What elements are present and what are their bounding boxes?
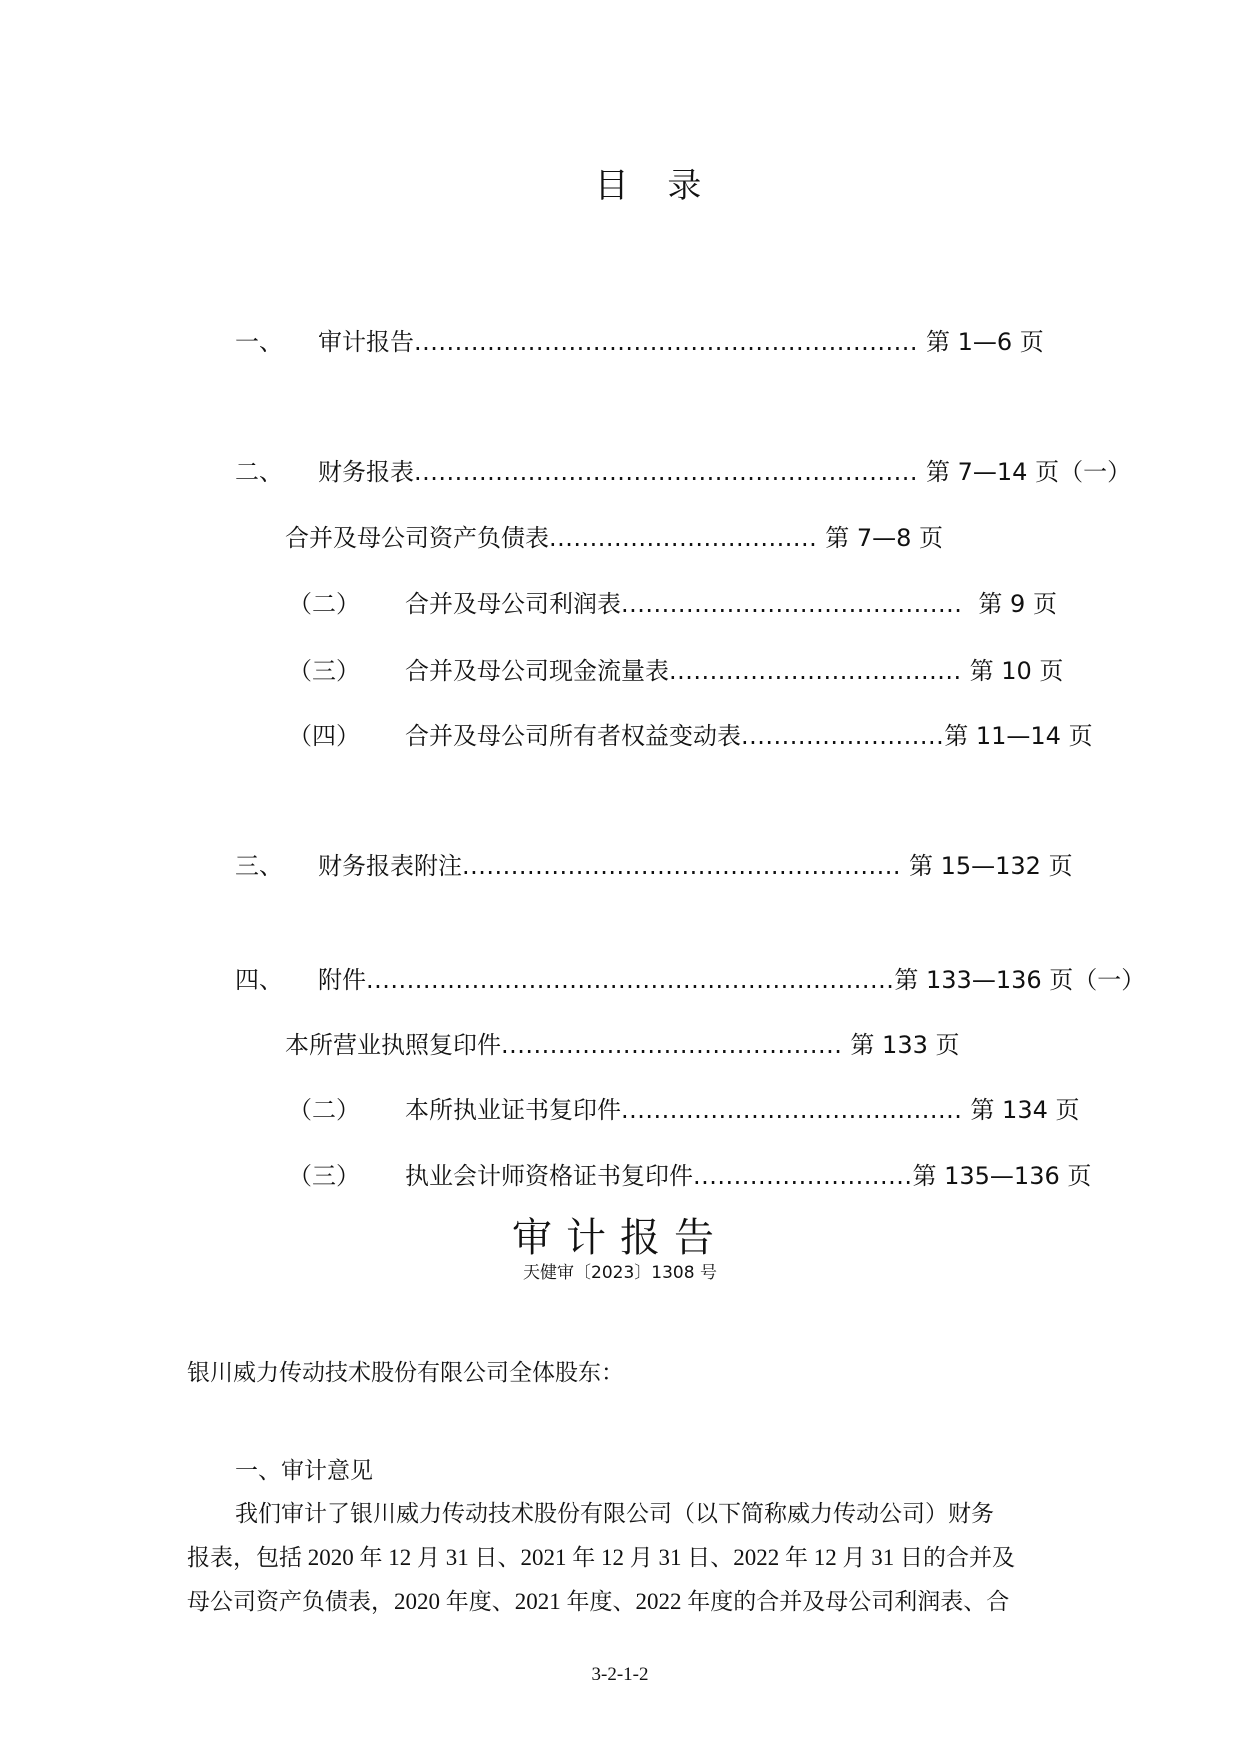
toc-entry-number: （三） xyxy=(288,657,360,685)
toc-entry-number: （二） xyxy=(288,1096,360,1124)
toc-title: 目 录 xyxy=(594,166,716,206)
paragraph-line: 母公司资产负债表，2020 年度、2021 年度、2022 年度的合并及母公司利润表、合 xyxy=(187,1589,1010,1614)
toc-entry-number: （二） xyxy=(288,590,360,618)
paragraph-line: 我们审计了银川威力传动技术股份有限公司（以下简称威力传动公司）财务 xyxy=(235,1501,994,1526)
toc-leader-dots: .......................................... xyxy=(621,590,963,618)
toc-entry-label: 本所执业证书复印件 xyxy=(405,1096,621,1124)
toc-leader-dots: ........................... xyxy=(693,1162,913,1190)
toc-subentry-cpa-certificate xyxy=(288,1156,1091,1190)
toc-entry-page: 第 9 页 xyxy=(978,590,1057,618)
toc-entry-label: 财务报表 xyxy=(318,458,414,486)
toc-entry-number: 一、 xyxy=(235,328,283,356)
toc-subentry-practice-certificate xyxy=(288,1090,1080,1124)
toc-entry-label: 执业会计师资格证书复印件 xyxy=(405,1162,693,1190)
toc-entry-number: （三） xyxy=(288,1162,360,1190)
report-title: 审计报告 xyxy=(512,1215,728,1261)
toc-leader-dots: ......................... xyxy=(741,722,945,750)
toc-entry-notes xyxy=(235,846,1073,880)
toc-entry-page: 第 10 页 xyxy=(969,657,1064,685)
toc-entry-number: 三、 xyxy=(235,852,283,880)
page-number: 3-2-1-2 xyxy=(591,1664,649,1685)
toc-leader-dots: .............................................................. xyxy=(414,458,918,486)
toc-entry-page: 第 7—8 页 xyxy=(825,524,944,552)
toc-subentry-balance-sheet xyxy=(285,518,943,552)
toc-entry-label: 合并及母公司利润表 xyxy=(405,590,621,618)
toc-entry-page: 第 135—136 页 xyxy=(912,1162,1092,1190)
toc-entry-label: 合并及母公司现金流量表 xyxy=(405,657,669,685)
toc-leader-dots: ................................. xyxy=(549,524,818,552)
toc-entry-page: 第 7—14 页（一） xyxy=(926,458,1132,486)
toc-entry-financial-statements xyxy=(235,452,1131,486)
toc-subentry-cash-flow xyxy=(288,651,1063,685)
toc-entry-page: 第 15—132 页 xyxy=(908,852,1073,880)
toc-entry-page: 第 134 页 xyxy=(970,1096,1080,1124)
section-heading: 一、审计意见 xyxy=(235,1458,373,1484)
toc-entry-number: 四、 xyxy=(235,966,283,994)
toc-entry-label: 审计报告 xyxy=(318,328,414,356)
toc-entry-number: （四） xyxy=(288,722,360,750)
toc-entry-label: 附件 xyxy=(318,966,366,994)
toc-entry-number: 二、 xyxy=(235,458,283,486)
toc-entry-audit-report xyxy=(235,322,1044,356)
toc-entry-page: 第 133—136 页（一） xyxy=(894,966,1146,994)
toc-entry-label: 合并及母公司资产负债表 xyxy=(285,524,549,552)
audit-opinion-paragraph xyxy=(187,1492,1087,1624)
toc-subentry-equity-changes xyxy=(288,716,1093,750)
toc-subentry-business-license xyxy=(285,1025,960,1059)
toc-leader-dots: .............................................................. xyxy=(414,328,918,356)
toc-entry-page: 第 1—6 页 xyxy=(926,328,1044,356)
report-number: 天健审〔2023〕1308 号 xyxy=(523,1263,717,1283)
paragraph-line: 报表，包括 2020 年 12 月 31 日、2021 年 12 月 31 日、2022 年 12 月 31 日的合并及 xyxy=(187,1545,1015,1570)
toc-entry-label: 财务报表附注 xyxy=(318,852,462,880)
toc-entry-page: 第 133 页 xyxy=(850,1031,960,1059)
toc-entry-page: 第 11—14 页 xyxy=(944,722,1093,750)
toc-leader-dots: ................................................................. xyxy=(366,966,895,994)
toc-entry-label: 合并及母公司所有者权益变动表 xyxy=(405,722,741,750)
toc-subentry-income-statement xyxy=(288,584,1057,618)
toc-leader-dots: .......................................... xyxy=(621,1096,963,1124)
toc-leader-dots: .................................... xyxy=(669,657,962,685)
toc-entry-attachments xyxy=(235,960,1145,994)
toc-leader-dots: ...................................................... xyxy=(462,852,901,880)
salutation: 银川威力传动技术股份有限公司全体股东： xyxy=(187,1360,624,1385)
toc-leader-dots: .......................................... xyxy=(501,1031,843,1059)
toc-entry-label: 本所营业执照复印件 xyxy=(285,1031,501,1059)
